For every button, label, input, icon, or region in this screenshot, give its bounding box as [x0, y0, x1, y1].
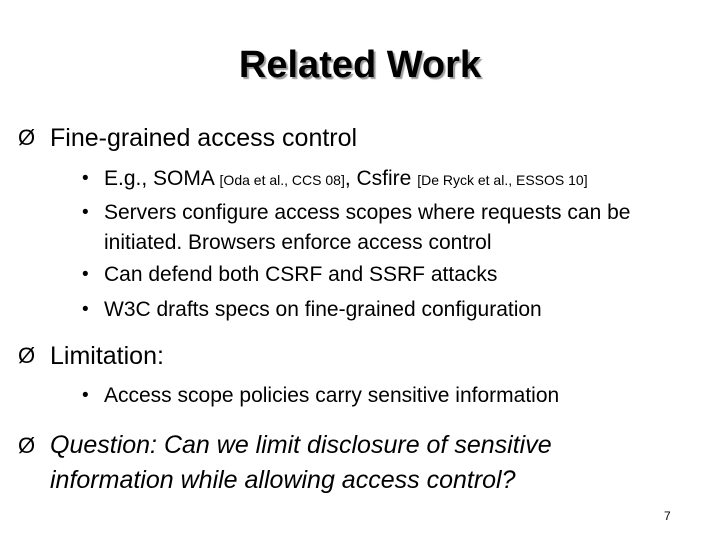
arrow-bullet-icon: Ø — [18, 433, 36, 458]
dot-bullet-icon: • — [82, 299, 89, 320]
bullet-text: Limitation: — [50, 342, 164, 370]
sub-bullet-text: W3C drafts specs on fine-grained configuration — [104, 298, 542, 321]
dot-bullet-icon: • — [82, 168, 89, 189]
citation-soma: [Oda et al., CCS 08] — [219, 172, 345, 188]
arrow-bullet-icon: Ø — [18, 125, 36, 150]
bullet-text: Fine-grained access control — [50, 124, 358, 152]
bullet-text: Question: Can we limit disclosure of sensitive information while allowing access control? — [50, 431, 552, 494]
sub-bullet-text — [104, 164, 694, 195]
sub-bullet-text: Can defend both CSRF and SSRF attacks — [104, 263, 498, 286]
arrow-bullet-icon: Ø — [18, 343, 36, 368]
dot-bullet-icon: • — [82, 385, 89, 406]
dot-bullet-icon: • — [82, 202, 89, 223]
slide-title: Related Work — [238, 44, 482, 86]
sub-bullet-text: Servers configure access scopes where requests can be initiated. Browsers enforce access control — [104, 201, 631, 254]
example-text-b: , Csfire — [344, 167, 418, 190]
citation-csfire: [De Ryck et al., ESSOS 10] — [417, 172, 588, 188]
example-text-a: E.g., SOMA — [104, 167, 220, 190]
dot-bullet-icon: • — [82, 264, 89, 285]
sub-bullet-text: Access scope policies carry sensitive information — [104, 384, 560, 407]
page-number: 7 — [664, 509, 671, 523]
